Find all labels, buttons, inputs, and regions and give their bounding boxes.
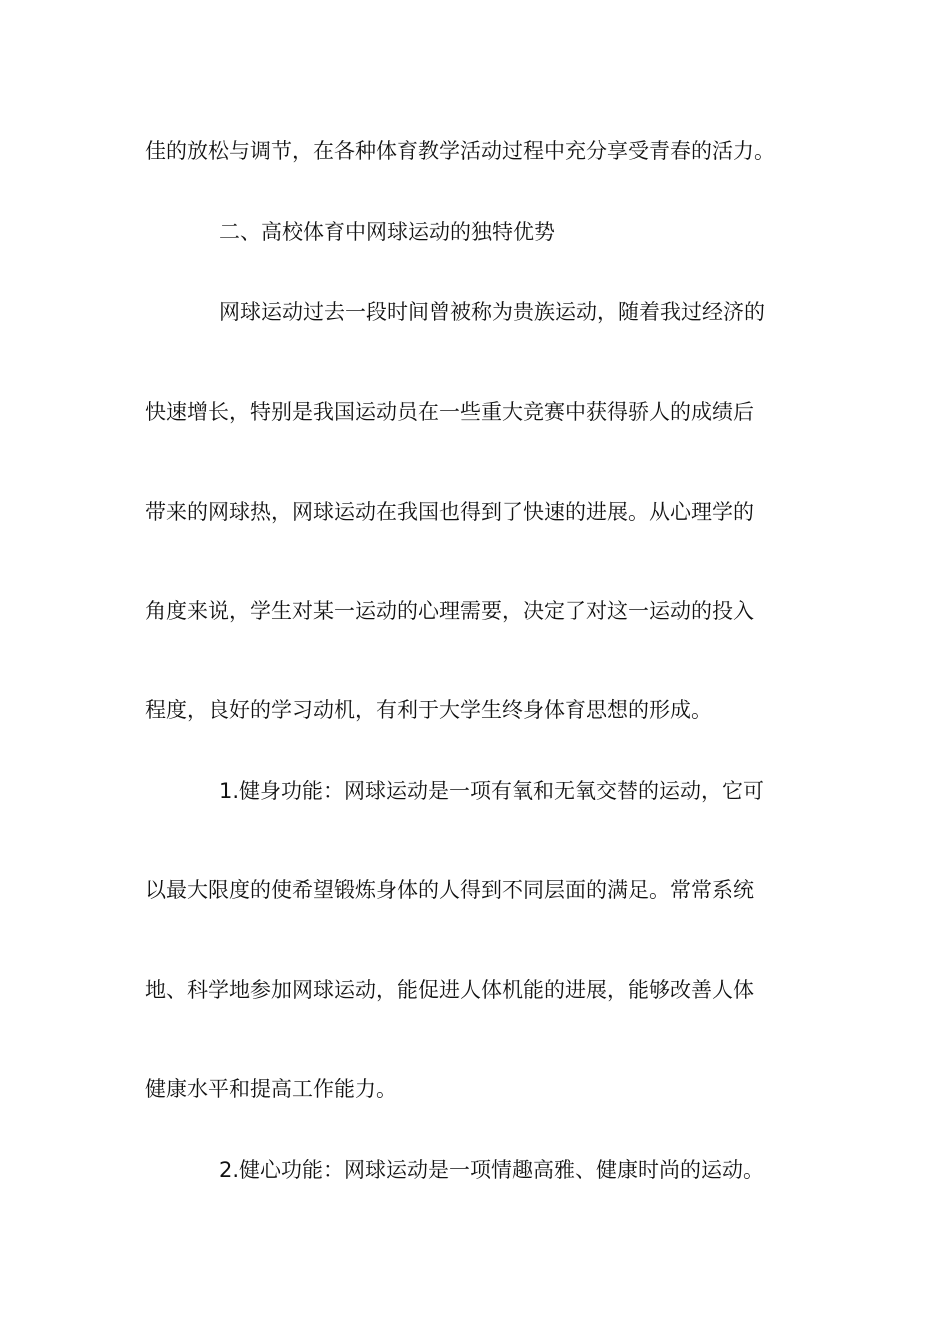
text-line: 2.健心功能：网球运动是一项情趣高雅、健康时尚的运动。 [219,1158,765,1182]
text-line: 程度，良好的学习动机，有利于大学生终身体育思想的形成。 [145,698,712,722]
section-heading: 二、高校体育中网球运动的独特优势 [219,220,555,244]
text-line: 佳的放松与调节，在各种体育教学活动过程中充分享受青春的活力。 [145,139,775,163]
text-line: 地、科学地参加网球运动，能促进人体机能的进展，能够改善人体 [145,978,754,1002]
text-line: 角度来说，学生对某一运动的心理需要，决定了对这一运动的投入 [145,599,754,623]
text-line: 快速增长，特别是我国运动员在一些重大竞赛中获得骄人的成绩后 [145,400,754,424]
text-line: 带来的网球热，网球运动在我国也得到了快速的进展。从心理学的 [145,500,754,524]
text-line: 健康水平和提高工作能力。 [145,1077,397,1101]
text-line: 网球运动过去一段时间曾被称为贵族运动，随着我过经济的 [219,300,765,324]
text-line: 以最大限度的使希望锻炼身体的人得到不同层面的满足。常常系统 [145,878,754,902]
text-line: 1.健身功能：网球运动是一项有氧和无氧交替的运动，它可 [219,779,765,803]
